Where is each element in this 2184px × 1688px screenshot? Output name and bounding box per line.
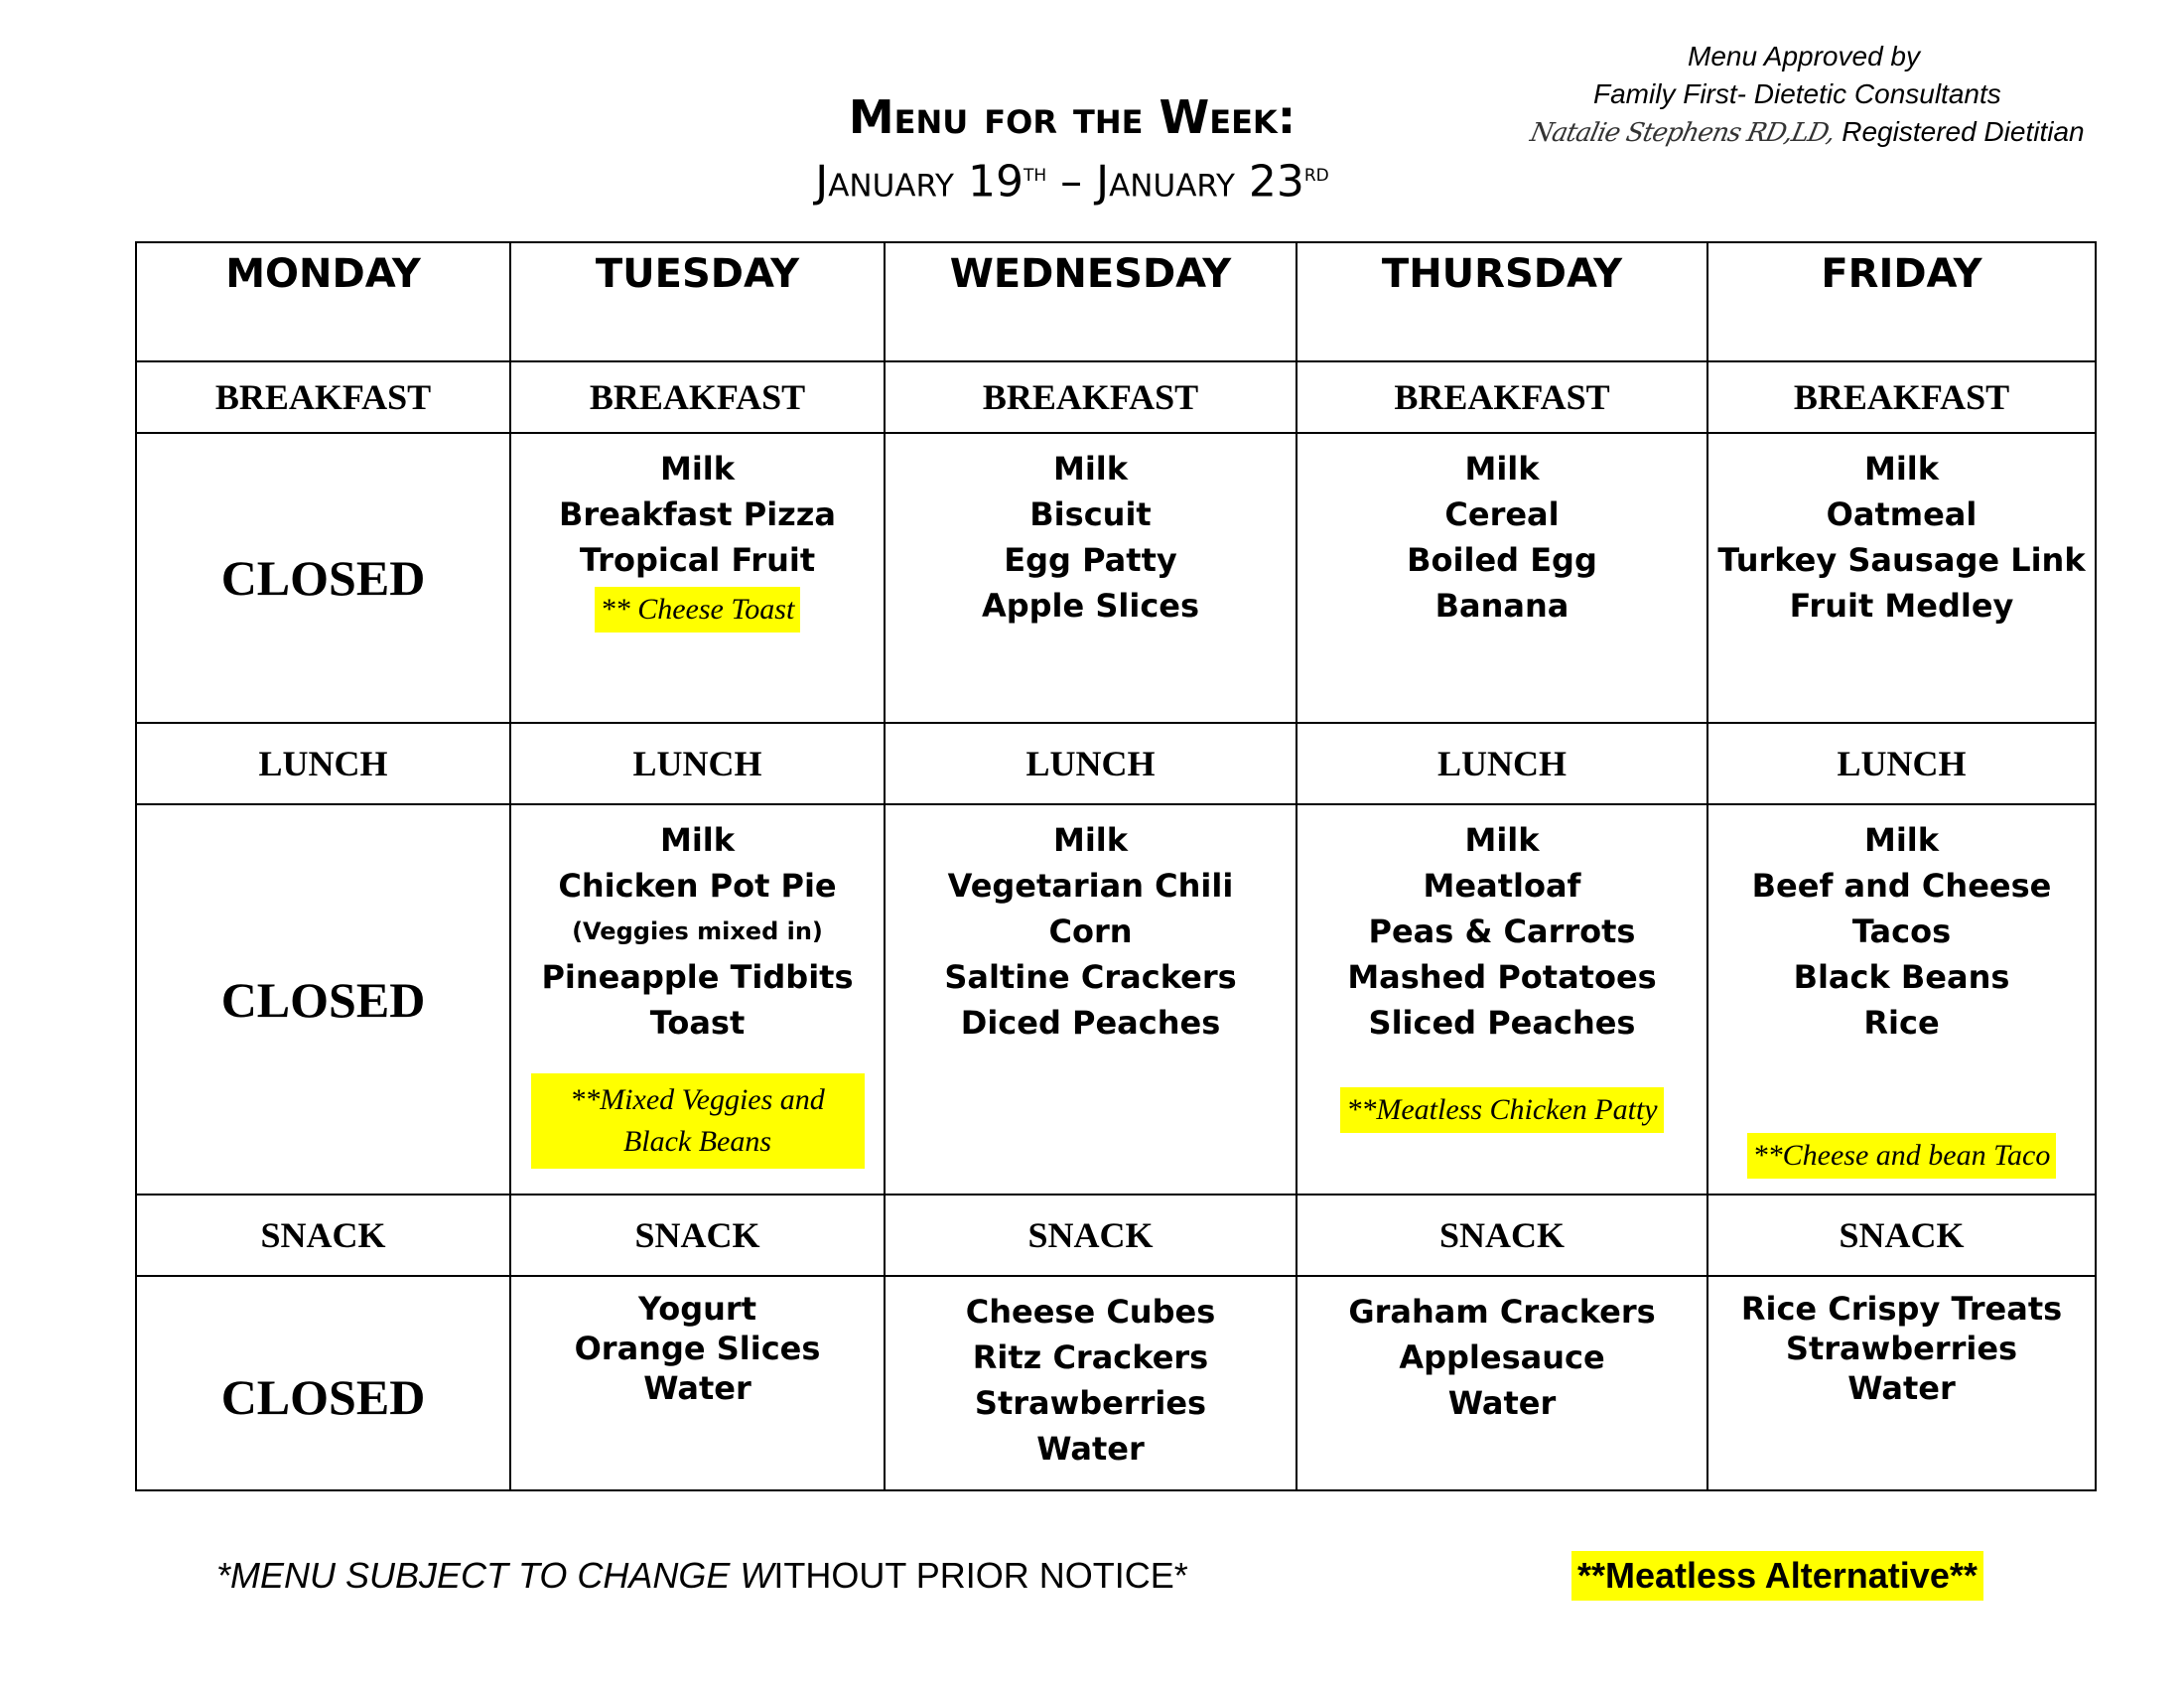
menu-item: Mashed Potatoes: [1347, 958, 1657, 996]
breakfast-label-row: [136, 361, 2096, 433]
menu-item: Milk: [659, 450, 736, 488]
meatless-alternative: ** Cheese Toast: [595, 587, 801, 633]
menu-item: Water: [1847, 1369, 1956, 1407]
notice-italic-part: *MENU SUBJECT TO CHANGE W: [216, 1555, 774, 1596]
breakfast-label: BREAKFAST: [1297, 361, 1707, 433]
menu-item: Milk: [1863, 821, 1940, 859]
snack-wednesday: [885, 1276, 1297, 1490]
notice-rest: ITHOUT PRIOR NOTICE*: [773, 1555, 1188, 1596]
menu-item: Water: [643, 1369, 751, 1407]
menu-item: Sliced Peaches: [1368, 1004, 1636, 1042]
menu-item: Vegetarian Chili: [947, 867, 1234, 905]
menu-item: Milk: [1464, 821, 1540, 859]
dietitian-signature: Natalie Stephens RD,LD,: [1527, 118, 1838, 148]
menu-item: Strawberries: [974, 1384, 1207, 1422]
day-header-friday: FRIDAY: [1707, 242, 2096, 361]
menu-item: Banana: [1434, 587, 1570, 625]
date-separator: –: [1046, 156, 1097, 208]
alt-line: **Mixed Veggies and: [570, 1083, 825, 1116]
dietitian-role: Registered Dietitian: [1842, 116, 2085, 147]
menu-item: Ritz Crackers: [972, 1338, 1209, 1376]
meatless-alternative: [531, 1073, 865, 1169]
menu-change-notice: [216, 1555, 1188, 1597]
snack-tuesday: [510, 1276, 885, 1490]
menu-item: Cereal: [1444, 495, 1560, 533]
breakfast-tuesday: [510, 433, 885, 723]
lunch-items-row: [136, 804, 2096, 1195]
lunch-label: LUNCH: [885, 723, 1297, 804]
day-header-tuesday: TUESDAY: [510, 242, 885, 361]
snack-label: SNACK: [1707, 1195, 2096, 1276]
menu-item: Graham Crackers: [1348, 1293, 1656, 1331]
menu-item: Black Beans: [1793, 958, 2010, 996]
menu-item: Corn: [1048, 913, 1133, 950]
lunch-label: LUNCH: [1297, 723, 1707, 804]
menu-item: Milk: [659, 821, 736, 859]
snack-friday: [1707, 1276, 2096, 1490]
menu-item: Fruit Medley: [1789, 587, 2014, 625]
menu-item: Tropical Fruit: [579, 541, 816, 579]
day-header-row: [136, 242, 2096, 361]
breakfast-label: BREAKFAST: [510, 361, 885, 433]
menu-item: Milk: [1052, 450, 1129, 488]
menu-item: Milk: [1863, 450, 1940, 488]
alt-line: Black Beans: [622, 1125, 772, 1158]
menu-item: Strawberries: [1785, 1330, 2018, 1367]
lunch-label: LUNCH: [136, 723, 510, 804]
menu-item: Orange Slices: [574, 1330, 821, 1367]
menu-item: Boiled Egg: [1407, 541, 1597, 579]
menu-item: Water: [1447, 1384, 1557, 1422]
menu-item-note: (Veggies mixed in): [572, 917, 823, 945]
menu-item: Peas & Carrots: [1368, 913, 1636, 950]
breakfast-friday: [1707, 433, 2096, 723]
menu-item: Cheese Cubes: [965, 1293, 1216, 1331]
breakfast-wednesday: [885, 433, 1297, 723]
page-title: [675, 89, 1469, 211]
date-end: January 23: [1096, 156, 1304, 208]
menu-item: Water: [1036, 1430, 1145, 1468]
date-start-suffix: th: [1023, 159, 1047, 187]
snack-label-row: [136, 1195, 2096, 1276]
menu-item: Turkey Sausage Link: [1717, 541, 2086, 579]
date-end-suffix: rd: [1303, 159, 1329, 187]
approval-line-1: Menu Approved by: [1688, 41, 1920, 71]
snack-label: SNACK: [885, 1195, 1297, 1276]
menu-table: [135, 241, 2097, 1491]
breakfast-label: BREAKFAST: [885, 361, 1297, 433]
day-header-thursday: THURSDAY: [1297, 242, 1707, 361]
closed-label: CLOSED: [136, 804, 510, 1195]
closed-label: CLOSED: [136, 1276, 510, 1490]
menu-item: Milk: [1464, 450, 1540, 488]
menu-item: Rice: [1863, 1004, 1940, 1042]
closed-label: CLOSED: [136, 433, 510, 723]
menu-item: Egg Patty: [1004, 541, 1177, 579]
meatless-alternative-legend: **Meatless Alternative**: [1571, 1551, 1983, 1601]
title-date-range: [675, 145, 1469, 211]
breakfast-label: BREAKFAST: [1707, 361, 2096, 433]
lunch-label: LUNCH: [510, 723, 885, 804]
menu-item: Biscuit: [1029, 495, 1152, 533]
menu-item: Beef and Cheese Tacos: [1751, 867, 2052, 950]
lunch-label: LUNCH: [1707, 723, 2096, 804]
menu-item: Toast: [649, 1004, 746, 1042]
menu-item: Saltine Crackers: [944, 958, 1237, 996]
lunch-thursday: [1297, 804, 1707, 1195]
lunch-tuesday: [510, 804, 885, 1195]
lunch-label-row: [136, 723, 2096, 804]
breakfast-items-row: [136, 433, 2096, 723]
menu-item: Apple Slices: [981, 587, 1200, 625]
snack-label: SNACK: [510, 1195, 885, 1276]
date-start: January 19: [815, 156, 1024, 208]
snack-items-row: [136, 1276, 2096, 1490]
menu-item: Meatloaf: [1423, 867, 1581, 905]
snack-thursday: [1297, 1276, 1707, 1490]
meatless-alternative: **Cheese and bean Taco: [1747, 1133, 2057, 1179]
day-header-monday: MONDAY: [136, 242, 510, 361]
approval-line-3: [1527, 113, 2085, 152]
menu-item: Breakfast Pizza: [558, 495, 836, 533]
menu-item: Pineapple Tidbits: [541, 958, 854, 996]
menu-item: Chicken Pot Pie: [558, 867, 837, 905]
menu-item: Applesauce: [1399, 1338, 1605, 1376]
lunch-wednesday: [885, 804, 1297, 1195]
meatless-alternative: **Meatless Chicken Patty: [1340, 1087, 1663, 1133]
title-line-1: Menu for the Week:: [848, 90, 1297, 144]
breakfast-thursday: [1297, 433, 1707, 723]
snack-label: SNACK: [136, 1195, 510, 1276]
approval-line-2: Family First- Dietetic Consultants: [1593, 78, 2001, 109]
menu-item: Milk: [1052, 821, 1129, 859]
lunch-friday: [1707, 804, 2096, 1195]
day-header-wednesday: WEDNESDAY: [885, 242, 1297, 361]
menu-item: Yogurt: [638, 1290, 756, 1328]
breakfast-label: BREAKFAST: [136, 361, 510, 433]
menu-item: Diced Peaches: [960, 1004, 1221, 1042]
menu-item: Rice Crispy Treats: [1740, 1290, 2063, 1328]
menu-item: Oatmeal: [1826, 495, 1978, 533]
snack-label: SNACK: [1297, 1195, 1707, 1276]
